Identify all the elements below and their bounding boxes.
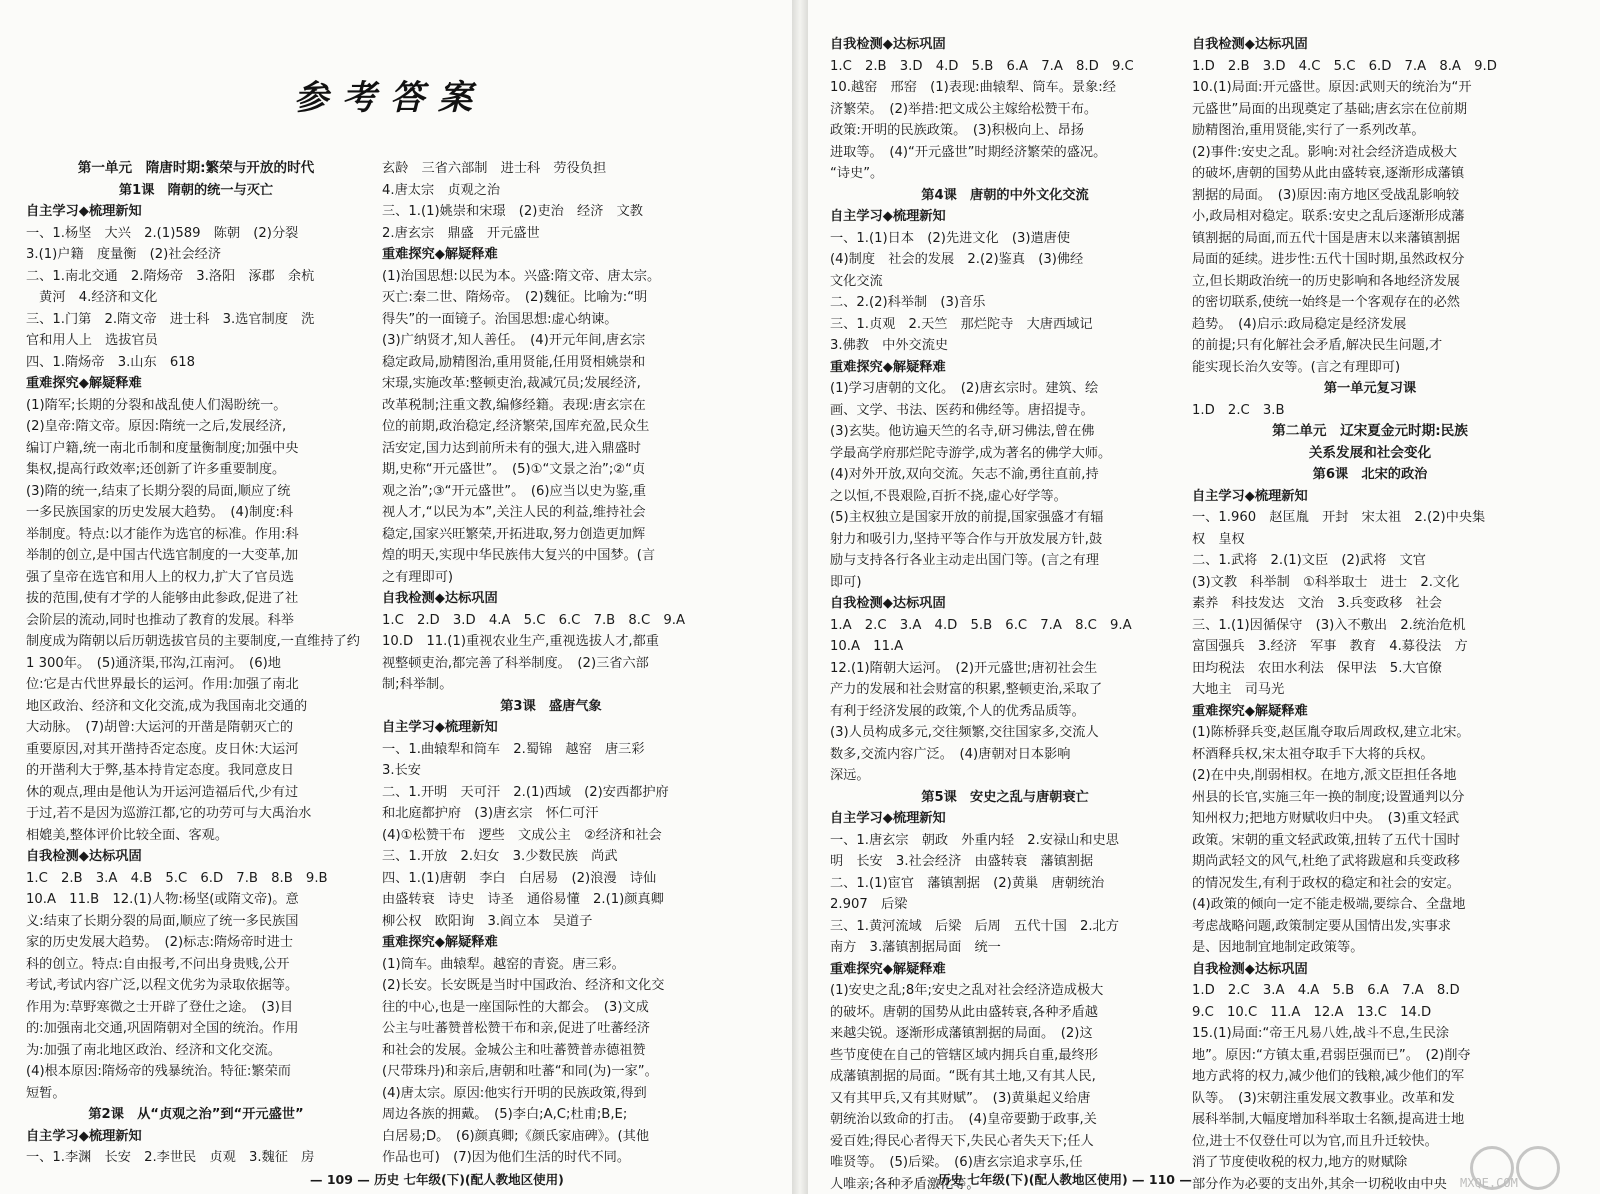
answer-line: (4)制度 社会的发展 2.(2)鉴真 (3)佛经 (830, 252, 1084, 267)
answer-line: (4)政策的倾向一定不能走极端,要综合、全盘地 (1192, 897, 1466, 912)
answer-line: 励精图治,重用贤能,实行了一系列改革。 (1192, 123, 1425, 138)
answer-line: (1)学习唐朝的文化。 (2)唐玄宗时。建筑、绘 (830, 381, 1099, 396)
answer-line: 二、2.(2)科举制 (3)音乐 (830, 295, 986, 310)
answer-line: 灭亡:秦二世、隋炀帝。 (2)魏征。比喻为:“明 (382, 290, 648, 305)
answer-line: 二、1.武将 2.(1)文臣 (2)武将 文官 (1192, 553, 1426, 568)
answer-line: (4)对外开放,双向交流。矢志不渝,勇往直前,持 (830, 467, 1099, 482)
section-heading: 自主学习◆梳理新知 (830, 209, 946, 224)
answer-line: 和社会的发展。金城公主和吐蕃赞普赤德祖赞 (382, 1042, 646, 1058)
answer-line: 相媲美,整体评价比较全面、客观。 (26, 827, 229, 843)
answer-line: 能实现长治久安等。(言之有理即可) (1192, 359, 1401, 375)
lesson-heading: 第1课 隋朝的统一与灭亡 (118, 182, 274, 198)
answer-line: 由盛转衰 诗史 诗圣 通俗易懂 2.(1)颜真卿 (382, 892, 664, 907)
answer-line: (4)①松赞干布 逻些 文成公主 ②经济和社会 (382, 827, 662, 843)
answer-line: 朝统治以致命的打击。 (4)皇帝要勤于政事,关 (830, 1112, 1097, 1127)
answer-line: 15.(1)局面:“帝王凡易八姓,战斗不息,生民涂 (1192, 1026, 1450, 1041)
unit-heading: 第一单元 隋唐时期:繁荣与开放的时代 (77, 160, 315, 176)
right-page (808, 0, 1600, 1194)
answer-line: (1)陈桥驿兵变,赵匡胤夺取后周政权,建立北宋。 (1192, 725, 1470, 740)
answer-line: 短暂。 (26, 1085, 66, 1101)
answer-line: 三、1.(1)姚崇和宋璟 (2)吏治 经济 文教 (382, 204, 643, 219)
answer-line: 二、1.南北交通 2.隋炀帝 3.洛阳 涿郡 余杭 (26, 268, 315, 284)
answer-line: 画、文学、书法、医药和佛经等。唐招提寺。 (830, 402, 1094, 418)
answer-line: 来越尖锐。逐渐形成藩镇割据的局面。 (2)这 (830, 1026, 1093, 1041)
answer-line: 官和用人上 选拔官员 (26, 333, 158, 348)
answer-line: 稳定政局,励精图治,重用贤能,任用贤相姚崇和 (382, 354, 646, 370)
section-heading: 自我检测◆达标巩固 (26, 849, 142, 864)
answer-line: 三、1.黄河流域 后梁 后周 五代十国 2.北方 (830, 918, 1119, 934)
answer-line: 考试,考试内容广泛,以程文优劣为录取依据等。 (26, 978, 299, 993)
section-heading: 自主学习◆梳理新知 (1192, 488, 1308, 504)
answer-line: 编订户籍,统一南北币制和度量衡制度;加强中央 (26, 440, 299, 456)
answer-line: 产力的发展和社会财富的积累,整顿吏治,采取了 (830, 682, 1103, 697)
lesson-heading: 第6课 北宋的政治 (1312, 467, 1428, 482)
answer-line: 三、1.(1)因循保守 (3)入不敷出 2.统治危机 (1192, 617, 1466, 633)
answer-line: 拔的范围,使有才学的人能够由此参政,促进了社 (26, 591, 299, 606)
answer-column-4 (1192, 34, 1548, 1194)
answer-line: 的破坏。唐朝的国势从此由盛转衰,各种矛盾越 (830, 1004, 1098, 1020)
answer-line: 期,史称“开元盛世”。 (5)①“文景之治”;②“贞 (382, 462, 646, 477)
answer-line: 期尚武轻文的风气,杜绝了武将跋扈和兵变政移 (1192, 854, 1460, 869)
answer-line: 1 300年。 (5)通济渠,邗沟,江南河。 (6)地 (26, 655, 281, 671)
answer-line: (尺带珠丹)和亲后,唐朝和吐蕃“和同(为)一家”。 (382, 1064, 658, 1079)
answer-line: 4.唐太宗 贞观之治 (382, 182, 501, 198)
lesson-heading: 第2课 从“贞观之治”到“开元盛世” (88, 1107, 304, 1122)
answer-line: 会阶层的流动,同时也推动了教育的发展。科举 (26, 612, 294, 628)
answer-line: 1.D 2.C 3.B (1192, 402, 1285, 418)
answer-line: 立,但长期政治统一的历史影响和各地经济发展 (1192, 273, 1460, 289)
answer-line: 是、因地制宜地制定政策等。 (1192, 940, 1364, 955)
answer-line: 煌的明天,实现中华民族伟大复兴的中国梦。(言 (382, 548, 656, 563)
answer-line: 明 长安 3.社会经济 由盛转衰 藩镇割据 (830, 854, 1094, 869)
answer-line: 一、1.李渊 长安 2.李世民 贞观 3.魏征 房 (26, 1150, 315, 1165)
answer-line: 的情况发生,有利于政权的稳定和社会的安定。 (1192, 875, 1460, 891)
answer-line: 元盛世”局面的出现奠定了基础;唐玄宗在位前期 (1192, 101, 1468, 117)
answer-line: 白居易;D。 (6)颜真卿;《颜氏家庙碑》。(其他 (382, 1128, 650, 1144)
answer-line: 休的观点,理由是他认为开运河造福后代,少有过 (26, 784, 299, 800)
answer-line: 爱百姓;得民心者得天下,失民心者失天下;任人 (830, 1133, 1094, 1149)
watermark-text: MXQE.COM (1460, 1176, 1518, 1190)
unit-heading: 第二单元 辽宋夏金元时期:民族 (1272, 423, 1468, 439)
answer-line: 3.佛教 中外交流史 (830, 338, 949, 353)
answer-line: 数多,交流内容广泛。 (4)唐朝对日本影响 (830, 746, 1071, 762)
answer-line: 稳定,国家兴旺繁荣,开拓进取,努力创造更加辉 (382, 526, 646, 542)
answer-line: 镇割据的局面,而五代十国是唐末以来藩镇割据 (1192, 230, 1460, 246)
answer-line: 9.C 10.C 11.A 12.A 13.C 14.D (1192, 1004, 1432, 1020)
answer-line: 举制的创立,是中国古代选官制度的一大变革,加 (26, 548, 299, 563)
answer-line: 位,进士不仅登仕可以为官,而且升迁较快。 (1192, 1133, 1438, 1149)
answer-line: 学最高学府那烂陀寺游学,成为著名的佛学大师。 (830, 445, 1112, 461)
lesson-heading: 第3课 盛唐气象 (500, 698, 602, 714)
answer-line: (1)治国思想:以民为本。兴盛:隋文帝、唐太宗。 (382, 268, 661, 284)
answer-line: 制度成为隋朝以后历朝选拔官员的主要制度,一直维持了约 (26, 634, 360, 649)
answer-line: 3.长安 (382, 763, 421, 778)
answer-line: 杯酒释兵权,宋太祖夺取手下大将的兵权。 (1192, 746, 1434, 762)
answer-line: 大地主 司马光 (1192, 682, 1285, 697)
section-heading: 自主学习◆梳理新知 (26, 1128, 142, 1144)
answer-line: 和北庭都护府 (3)唐玄宗 怀仁可汗 (382, 806, 599, 821)
answer-line: 一、1.960 赵匡胤 开封 宋太祖 2.(2)中央集 (1192, 510, 1486, 525)
answer-line: 三、1.开放 2.妇女 3.少数民族 尚武 (382, 849, 618, 864)
answer-line: 又有其甲兵,又有其财赋”。 (3)黄巢起义给唐 (830, 1090, 1091, 1106)
answer-line: (2)在中央,削弱相权。在地方,派文臣担任各地 (1192, 768, 1457, 783)
answer-line: 考虑战略问题,政策制定要从国情出发,实事求 (1192, 918, 1451, 934)
answer-line: 南方 3.藩镇割据局面 统一 (830, 940, 1001, 955)
page-footer-right: 历史 七年级(下)(配人教地区使用) — 110 — (938, 1172, 1192, 1187)
answer-line: 为:加强了南北地区政治、经济和文化交流。 (26, 1042, 282, 1058)
answer-line: 10.(1)局面:开元盛世。原因:武则天的统治为“开 (1192, 80, 1472, 95)
unit-heading: 关系发展和社会变化 (1308, 444, 1432, 461)
answer-line: 10.越窑 邢窑 (1)表现:曲辕犁、筒车。景象:经 (830, 80, 1116, 95)
answer-line: 唯贤等。 (5)后梁。 (6)唐玄宗追求享乐,任 (830, 1155, 1083, 1170)
lesson-heading: 第4课 唐朝的中外文化交流 (921, 187, 1089, 203)
answer-line: 往的中心,也是一座国际性的大都会。 (3)文成 (382, 999, 649, 1015)
answer-line: 的:加强南北交通,巩固隋朝对全国的统治。作用 (26, 1021, 299, 1036)
answer-line: 位:它是古代世界最长的运河。作用:加强了南北 (26, 677, 299, 692)
section-heading: 自主学习◆梳理新知 (382, 720, 498, 735)
answer-line: 视人才,“以民为本”,关注人民的利益,维持社会 (382, 505, 646, 520)
answer-line: 1.D 2.B 3.D 4.C 5.C 6.D 7.A 8.A 9.D (1192, 58, 1497, 74)
answer-line: “诗史”。 (830, 166, 884, 181)
section-heading: 自我检测◆达标巩固 (1192, 37, 1308, 52)
answer-line: (1)筒车。曲辕犁。越窑的青瓷。唐三彩。 (382, 956, 625, 972)
answer-line: 小,政局相对稳定。联系:安史之乱后逐渐形成藩 (1192, 209, 1465, 224)
answer-line: 强了皇帝在选官和用人上的权力,扩大了官员选 (26, 569, 294, 585)
answer-column-3 (830, 34, 1180, 1194)
answer-line: 政策:开明的民族政策。 (3)积极向上、昂扬 (830, 123, 1084, 138)
watermark-circle-icon (1516, 1146, 1560, 1190)
answer-line: (3)文教 科举制 ①科举取士 进士 2.文化 (1192, 574, 1460, 590)
answer-line: 射力和吸引力,坚持平等合作与开放发展方针,鼓 (830, 531, 1103, 547)
answer-line: 周边各族的拥戴。 (5)李白;A,C;杜甫;B,E; (382, 1107, 628, 1122)
section-heading: 自我检测◆达标巩固 (830, 37, 946, 52)
answer-line: 地”。原因:“方镇太重,君弱臣强而已”。 (2)削夺 (1192, 1047, 1471, 1063)
answer-line: (2)皇帝:隋文帝。原因:隋统一之后,发展经济, (26, 419, 287, 434)
answer-line: 展科举制,大幅度增加科举取士名额,提高进士地 (1192, 1112, 1465, 1127)
answer-line: 二、1.开明 天可汗 2.(1)西域 (2)安西都护府 (382, 784, 669, 800)
answer-line: 进取等。 (4)“开元盛世”时期经济繁荣的盛况。 (830, 144, 1107, 160)
answer-line: 的破坏,唐朝的国势从此由盛转衰,逐渐形成藩镇 (1192, 166, 1465, 181)
answer-line: 局面的延续。进步性:五代十国时期,虽然政权分 (1192, 252, 1465, 267)
answer-line: 1.A 2.C 3.A 4.D 5.B 6.C 7.A 8.C 9.A (830, 617, 1132, 633)
answer-line: 2.唐玄宗 鼎盛 开元盛世 (382, 225, 540, 241)
answer-line: 富国强兵 3.经济 军事 教育 4.募役法 方 (1192, 639, 1468, 654)
answer-line: 四、1.(1)唐朝 李白 白居易 (2)浪漫 诗仙 (382, 870, 657, 886)
answer-line: 深远。 (830, 768, 870, 783)
section-heading: 自我检测◆达标巩固 (830, 596, 946, 611)
answer-line: (3)广纳贤才,知人善任。 (4)开元年间,唐玄宗 (382, 333, 646, 348)
answer-line: 三、1.门第 2.隋文帝 进士科 3.选官制度 洗 (26, 311, 315, 327)
answer-line: 宋璟,实施改革:整顿吏治,裁减冗员;发展经济, (382, 376, 641, 391)
answer-line: 观之治”;③“开元盛世”。 (6)应当以史为鉴,重 (382, 483, 647, 499)
answer-line: 义:结束了长期分裂的局面,顺应了统一多民族国 (26, 913, 299, 929)
answer-line: 一多民族国家的历史发展大趋势。 (4)制度:科 (26, 505, 294, 520)
lesson-heading: 第5课 安史之乱与唐朝衰亡 (921, 789, 1089, 805)
answer-line: 文化交流 (830, 273, 883, 289)
answer-line: 黄河 4.经济和文化 (26, 290, 158, 305)
answer-line: 地区政治、经济和文化交流,成为我国南北交通的 (26, 698, 308, 714)
answer-line: 消了节度使收税的权力,地方的财赋除 (1192, 1155, 1408, 1170)
answer-line: 之有理即可) (382, 569, 454, 585)
answer-line: 公主与吐蕃赞普松赞干布和亲,促进了吐蕃经济 (382, 1021, 650, 1036)
answer-line: 10.D 11.(1)重视农业生产,重视选拔人才,都重 (382, 634, 659, 649)
answer-line: 地方武将的权力,减少他们的钱粮,减少他们的军 (1192, 1069, 1465, 1084)
answer-line: 1.C 2.B 3.D 4.D 5.B 6.A 7.A 8.D 9.C (830, 58, 1134, 74)
answer-line: 作品也可) (7)因为他们生活的时代不同。 (382, 1150, 631, 1165)
section-heading: 重难探究◆解疑释难 (382, 935, 498, 950)
book-gutter (792, 0, 808, 1194)
answer-line: 田均税法 农田水利法 保甲法 5.大官僚 (1192, 660, 1442, 676)
answer-line: 人唯亲;各种矛盾激化等。 (830, 1176, 980, 1192)
answer-line: 权 皇权 (1192, 531, 1245, 547)
answer-line: 些节度使在自己的管辖区域内拥兵自重,最终形 (830, 1047, 1098, 1063)
watermark-logo (1460, 1142, 1590, 1190)
answer-line: 二、1.(1)宦官 藩镇割据 (2)黄巢 唐朝统治 (830, 875, 1105, 891)
answer-column-1 (26, 158, 366, 1169)
answer-line: 一、1.杨坚 大兴 2.(1)589 陈朝 (2)分裂 (26, 225, 299, 241)
answer-line: 四、1.隋炀帝 3.山东 618 (26, 354, 196, 370)
answer-line: 12.(1)隋朝大运河。 (2)开元盛世;唐初社会生 (830, 660, 1098, 676)
answer-line: 之以恒,不畏艰险,百折不挠,虚心好学等。 (830, 488, 1067, 504)
page-title: 参考答案 (294, 78, 486, 118)
answer-line: (3)隋的统一,结束了长期分裂的局面,顺应了统 (26, 483, 291, 499)
answer-line: 三、1.贞观 2.天竺 那烂陀寺 大唐西域记 (830, 316, 1093, 332)
answer-line: (3)人员构成多元,交往频繁,交往国家多,交流人 (830, 725, 1099, 740)
answer-line: 1.C 2.D 3.D 4.A 5.C 6.C 7.B 8.C 9.A (382, 612, 685, 628)
answer-line: 政策。宋朝的重文轻武政策,扭转了五代十国时 (1192, 832, 1460, 848)
answer-line: 位的前期,政治稳定,经济繁荣,国库充盈,民众生 (382, 419, 650, 434)
answer-line: 知州权力;把地方财赋收归中央。 (3)重文轻武 (1192, 811, 1460, 826)
answer-line: (4)唐太宗。原因:他实行开明的民族政策,得到 (382, 1085, 647, 1101)
answer-line: 10.A 11.A (830, 639, 904, 654)
answer-line: 即可) (830, 574, 862, 590)
answer-line: (3)玄奘。他访遍天竺的名寺,研习佛法,曾在佛 (830, 424, 1095, 439)
section-heading: 自我检测◆达标巩固 (382, 591, 498, 606)
answer-line: 队等。 (3)宋朝注重发展文教事业。改革和发 (1192, 1090, 1455, 1106)
answer-line: 举制度。特点:以才能作为选官的标准。作用:科 (26, 526, 299, 542)
answer-line: (1)隋军;长期的分裂和战乱使人们渴盼统一。 (26, 397, 287, 413)
answer-line: 视整顿吏治,都完善了科举制度。 (2)三省六部 (382, 655, 649, 671)
answer-line: 1.D 2.C 3.A 4.A 5.B 6.A 7.A 8.D (1192, 983, 1460, 998)
answer-line: 改革税制;注重文教,编修经籍。表现:唐玄宗在 (382, 397, 646, 413)
answer-line: 大动脉。 (7)胡曾:大运河的开凿是隋朝灭亡的 (26, 720, 294, 735)
section-heading: 重难探究◆解疑释难 (830, 359, 946, 375)
answer-line: 的前提;只有化解社会矛盾,解决民生问题,才 (1192, 338, 1443, 353)
answer-line: 玄龄 三省六部制 进士科 劳役负担 (382, 161, 607, 176)
section-heading: 自我检测◆达标巩固 (1192, 961, 1308, 977)
answer-line: 柳公权 欧阳询 3.阎立本 吴道子 (382, 913, 593, 929)
answer-line: 2.907 后梁 (830, 897, 908, 912)
answer-line: 3.(1)户籍 度量衡 (2)社会经济 (26, 247, 222, 262)
answer-line: 济繁荣。 (2)举措:把文成公主嫁给松赞干布。 (830, 101, 1098, 117)
answer-line: 的开凿利大于弊,基本持肯定态度。我同意皮日 (26, 763, 294, 778)
left-page (0, 0, 792, 1194)
page-footer-left: — 109 — 历史 七年级(下)(配人教地区使用) (310, 1172, 564, 1187)
answer-line: 一、1.唐玄宗 朝政 外重内轻 2.安禄山和史思 (830, 832, 1119, 848)
answer-line: (5)主权独立是国家开放的前提,国家强盛才有辐 (830, 510, 1104, 525)
answer-line: 部分作为必要的支出外,其余一切税收由中央 (1192, 1176, 1447, 1192)
answer-line: 1.C 2.B 3.A 4.B 5.C 6.D 7.B 8.B 9.B (26, 870, 328, 886)
section-heading: 自主学习◆梳理新知 (26, 204, 142, 219)
section-heading: 重难探究◆解疑释难 (830, 961, 946, 977)
section-heading: 重难探究◆解疑释难 (26, 376, 142, 391)
answer-line: 集权,提高行政效率;还创新了许多重要制度。 (26, 462, 286, 477)
section-heading: 重难探究◆解疑释难 (1192, 703, 1308, 719)
answer-line: (1)安史之乱;8年;安史之乱对社会经济造成极大 (830, 983, 1104, 998)
answer-line: 制;科举制。 (382, 677, 453, 692)
answer-line: 家的历史发展大趋势。 (2)标志:隋炀帝时进士 (26, 935, 294, 950)
answer-line: 活安定,国力达到前所未有的强大,进入鼎盛时 (382, 440, 641, 456)
answer-line: 有利于经济发展的政策,个人的优秀品质等。 (830, 703, 1085, 719)
answer-line: (4)根本原因:隋炀帝的残暴统治。特征:繁荣而 (26, 1064, 291, 1079)
answer-line: 作用为:草野寒微之士开辟了登仕之途。 (3)目 (26, 999, 294, 1015)
answer-line: 一、1.(1)日本 (2)先进文化 (3)遣唐使 (830, 230, 1071, 246)
answer-line: 科的创立。特点:自由报考,不问出身贵贱,公开 (26, 956, 290, 972)
answer-line: 成藩镇割据的局面。“既有其土地,又有其人民, (830, 1069, 1096, 1084)
answer-line: 于过,若不是因为巡游江都,它的功劳可与大禹治水 (26, 806, 312, 821)
answer-line: 重要原因,对其开凿持否定态度。皮日休:大运河 (26, 741, 299, 757)
answer-line: 励与支持各行各业主动走出国门等。(言之有理 (830, 553, 1099, 568)
answer-line: (2)事件:安史之乱。影响:对社会经济造成极大 (1192, 144, 1457, 160)
answer-line: 割据的局面。 (3)原因:南方地区受战乱影响较 (1192, 187, 1460, 203)
answer-line: 州县的长官,实施三年一换的制度;设置通判以分 (1192, 789, 1465, 805)
lesson-heading: 第一单元复习课 (1323, 381, 1417, 396)
section-heading: 自主学习◆梳理新知 (830, 811, 946, 826)
answer-column-2 (382, 158, 720, 1169)
answer-line: 素养 科技发达 文治 3.兵变政移 社会 (1192, 596, 1442, 611)
answer-line: 一、1.曲辕犁和筒车 2.蜀锦 越窑 唐三彩 (382, 741, 645, 757)
answer-line: 的密切联系,使统一始终是一个客观存在的必然 (1192, 295, 1460, 310)
answer-line: (2)长安。长安既是当时中国政治、经济和文化交 (382, 978, 665, 993)
answer-line: 10.A 11.B 12.(1)人物:杨坚(或隋文帝)。意 (26, 892, 299, 907)
answer-line: 得失”的一面镜子。治国思想:虚心纳谏。 (382, 311, 618, 327)
answer-line: 趋势。 (4)启示:政局稳定是经济发展 (1192, 316, 1407, 332)
section-heading: 重难探究◆解疑释难 (382, 247, 498, 262)
